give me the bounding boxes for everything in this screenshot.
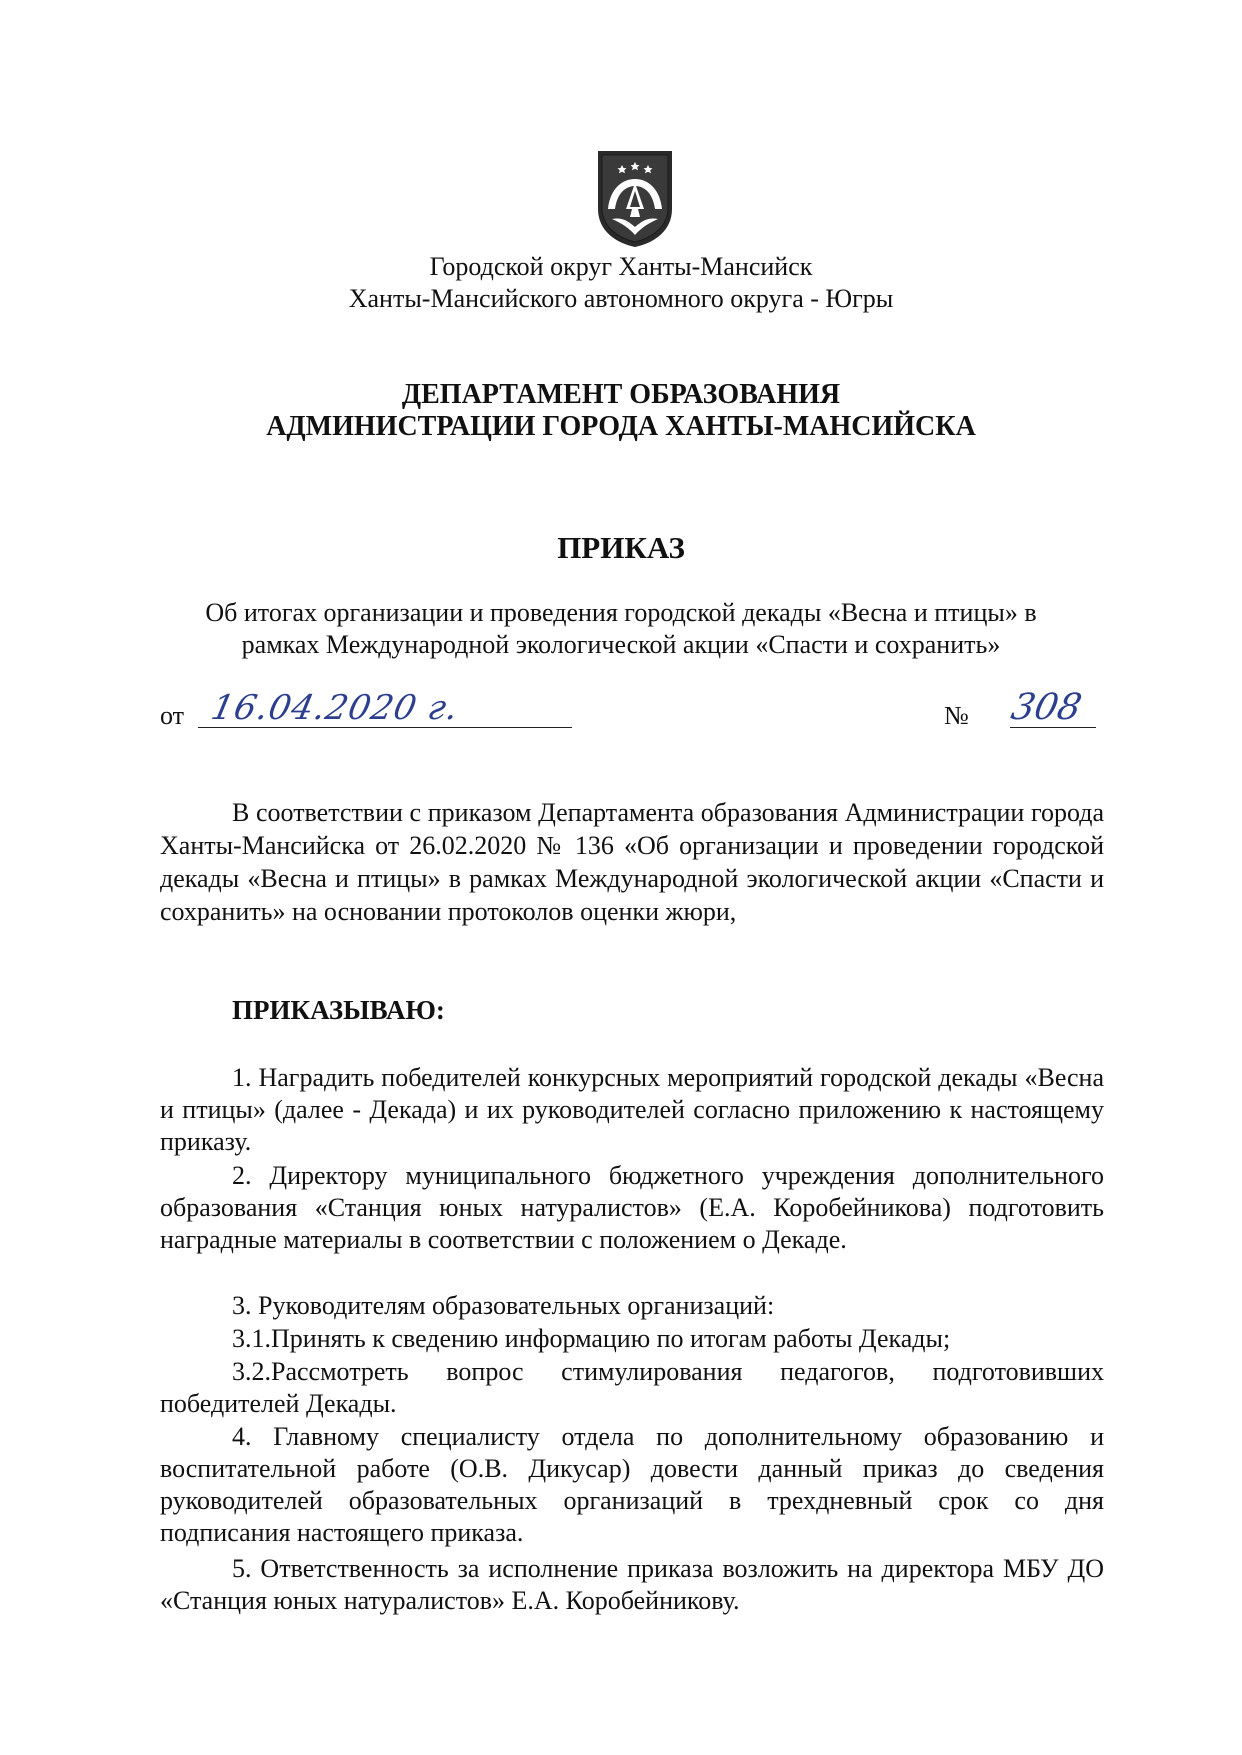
order-item-1: 1. Наградить победителей конкурсных мероприятий городской декады «Весна и птицы» (далее - Декада) и их руководителей согласно приложению к настоящему приказу. [160, 1063, 1104, 1156]
order-date-field [160, 688, 520, 734]
order-item-2: 2. Директору муниципального бюджетного учреждения дополнительного образования «Станция юных натуралистов» (Е.А. Коробейникова) подготовить наградные материалы в соответствии с положением о Декаде. [160, 1161, 1104, 1254]
department-line-2: АДМИНИСТРАЦИИ ГОРОДА ХАНТЫ-МАНСИЙСКА [266, 411, 976, 442]
order-item-4: 4. Главному специалисту отдела по дополнительному образованию и воспитательной работе (О.В. Дикусар) довести данный приказ до сведения руководителей образовательных организаций в трехдневный срок со дня подписания настоящего приказа. [160, 1422, 1104, 1547]
department-line-1: ДЕПАРТАМЕНТ ОБРАЗОВАНИЯ [401, 379, 841, 410]
handwritten-number: 308 [1007, 687, 1086, 728]
coat-of-arms-icon [594, 147, 676, 249]
order-subject-line-2: рамках Международной экологической акции «Спасти и сохранить» [241, 630, 1001, 659]
order-item-5: 5. Ответственность за исполнение приказа возложить на директора МБУ ДО «Станция юных натуралистов» Е.А. Коробейникову. [160, 1554, 1104, 1615]
preamble-paragraph: В соответствии с приказом Департамента образования Администрации города Ханты-Мансийска от 26.02.2020 № 136 «Об организации и проведении городской декады «Весна и птицы» в рамках Международной экологической акции «Спасти и сохранить» на основании протоколов оценки жюри, [160, 798, 1104, 926]
order-item-3-2: 3.2.Рассмотреть вопрос стимулирования педагогов, подготовивших победителей Декады. [160, 1357, 1104, 1418]
order-subject-line-1: Об итогах организации и проведения городской декады «Весна и птицы» в [205, 598, 1037, 627]
date-prefix: от [160, 701, 185, 730]
number-prefix: № [944, 701, 969, 730]
municipality-line-1: Городской округ Ханты-Мансийск [429, 252, 813, 281]
order-number-field [940, 688, 1120, 734]
order-item-3: 3. Руководителям образовательных организаций: [232, 1291, 775, 1320]
order-title: ПРИКАЗ [557, 530, 685, 565]
order-item-3-1: 3.1.Принять к сведению информацию по итогам работы Декады; [232, 1324, 951, 1353]
decree-heading: ПРИКАЗЫВАЮ: [232, 995, 445, 1025]
municipality-line-2: Ханты-Мансийского автономного округа - Югры [348, 284, 894, 313]
handwritten-date: 16.04.2020 г. [207, 688, 463, 728]
